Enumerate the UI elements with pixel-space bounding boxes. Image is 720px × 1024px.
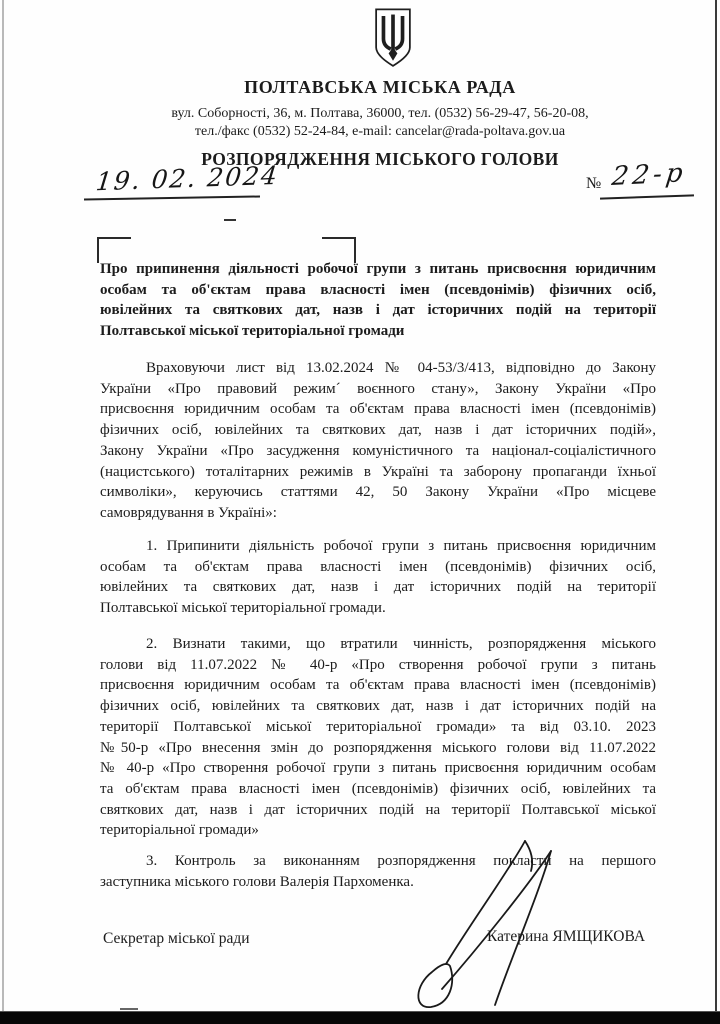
order-item-2 [100, 634, 656, 841]
handwritten-date: 19. 02. 2024 [94, 160, 281, 197]
signatory-name: Катерина ЯМЩИКОВА [487, 928, 646, 945]
handwritten-signature-icon [398, 838, 583, 1010]
preamble-text-line: самоврядування в Україні»: [100, 504, 277, 521]
subject-text-line: Про припинення діяльності робочої групи з питань присвоєння юридичним [100, 261, 656, 277]
handwritten-number: 22-р [610, 157, 689, 193]
scan-bottom-black-bar [0, 1011, 720, 1024]
ukraine-trident-emblem-icon [371, 7, 415, 69]
item2-text-line: території Полтавської міської територіальної громади» та від 03.10. 2023 [100, 718, 656, 735]
item1-text-line: ювілейних та святкових дат, назв і дат історичних подій на території [100, 579, 656, 596]
order-item-1 [100, 536, 656, 619]
item2-text-line: голови від 11.07.2022 № 40-р «Про створення робочої групи з питань [100, 656, 656, 673]
item2-text-line: фізичних осіб, ювілейних та святкових дат, назв і дат історичних подій на [100, 698, 656, 715]
signatory-position: Секретар міської ради [103, 930, 250, 947]
item2-text-line: та об'єктам права власності імен (псевдонімів) фізичних осіб, ювілейних та [100, 780, 656, 797]
subject-text-line: ювілейних та святкових дат, назв і дат історичних подій на території [100, 302, 656, 319]
address-line-1: вул. Соборності, 36, м. Полтава, 36000, тел. (0532) 56-29-47, 56-20-08, [171, 106, 589, 121]
date-underline [84, 195, 260, 200]
preamble-text-line: (нацистського) тоталітарних режимів в Україні та заборону пропаганди їхньої [100, 463, 656, 480]
item1-text-line: 1. Припинити діяльність робочої групи з питань присвоєння юридичним [146, 538, 656, 554]
item3-text-line: заступника міського голови Валерія Пархоменка. [100, 873, 414, 890]
letterhead [80, 77, 680, 170]
preamble-text-line: символіки», керуючись статтями 42, 50 Закону України «Про місцеве [100, 484, 656, 501]
item2-text-line: присвоєння юридичним особам та об'єктам права власності імен (псевдонімів) [100, 677, 656, 694]
subject-text-line: особам та об'єктам права власності імен (псевдонімів) фізичних осіб, [100, 281, 656, 298]
scan-edge-left-line [2, 0, 4, 1024]
item2-text-line: святкових дат, назв і дат історичних подій на території Полтавської міської [100, 801, 656, 818]
stray-bottom-dash [120, 1008, 138, 1010]
scan-edge-right-line [715, 0, 717, 1024]
stray-dash-mark [224, 219, 236, 221]
preamble-text-line: України «Про правовий режим´ воєнного стану», Закону України «Про [100, 380, 656, 397]
preamble-text-line: фізичних осіб, ювілейних та святкових дат, назв і дат історичних подій», [100, 422, 656, 439]
preamble-text-line: присвоєння юридичним особам та об'єктам права власності імен (псевдонімів) [100, 401, 656, 418]
address-line-2: тел./факс (0532) 52-24-84, e-mail: cancelar@rada-poltava.gov.ua [194, 123, 566, 139]
item1-text-line: Полтавської міської територіальної громади. [100, 600, 386, 617]
subject-text-line: Полтавської міської територіальної громади [100, 323, 405, 340]
preamble-paragraph [100, 358, 656, 524]
number-underline [600, 194, 694, 199]
item1-text-line: особам та об'єктам права власності імен (псевдонімів) фізичних осіб, [100, 558, 656, 575]
organization-name: ПОЛТАВСЬКА МІСЬКА РАДА [244, 77, 516, 97]
document-type-title: РОЗПОРЯДЖЕННЯ МІСЬКОГО ГОЛОВИ [201, 149, 559, 169]
subject-paragraph [100, 259, 656, 342]
preamble-text-line: Закону України «Про засудження комуністичного та націонал-соціалістичного [100, 442, 656, 459]
preamble-text-line: Враховуючи лист від 13.02.2024 № 04-53/3/413, відповідно до Закону [146, 360, 656, 376]
item3-text-line: 3. Контроль за виконанням розпорядження покласти на першого [146, 853, 656, 869]
number-label: № [586, 175, 602, 192]
organization-address [80, 105, 680, 140]
item2-text-line: 2. Визнати такими, що втратили чинність, розпорядження міського [146, 636, 656, 652]
item2-text-line: № 40-р «Про створення робочої групи з питань присвоєння юридичним особам [100, 760, 656, 777]
item2-text-line: територіальної громади» [100, 822, 259, 839]
item2-text-line: №50-р «Про внесення змін до розпорядження міського голови від 11.07.2022 [100, 739, 656, 756]
